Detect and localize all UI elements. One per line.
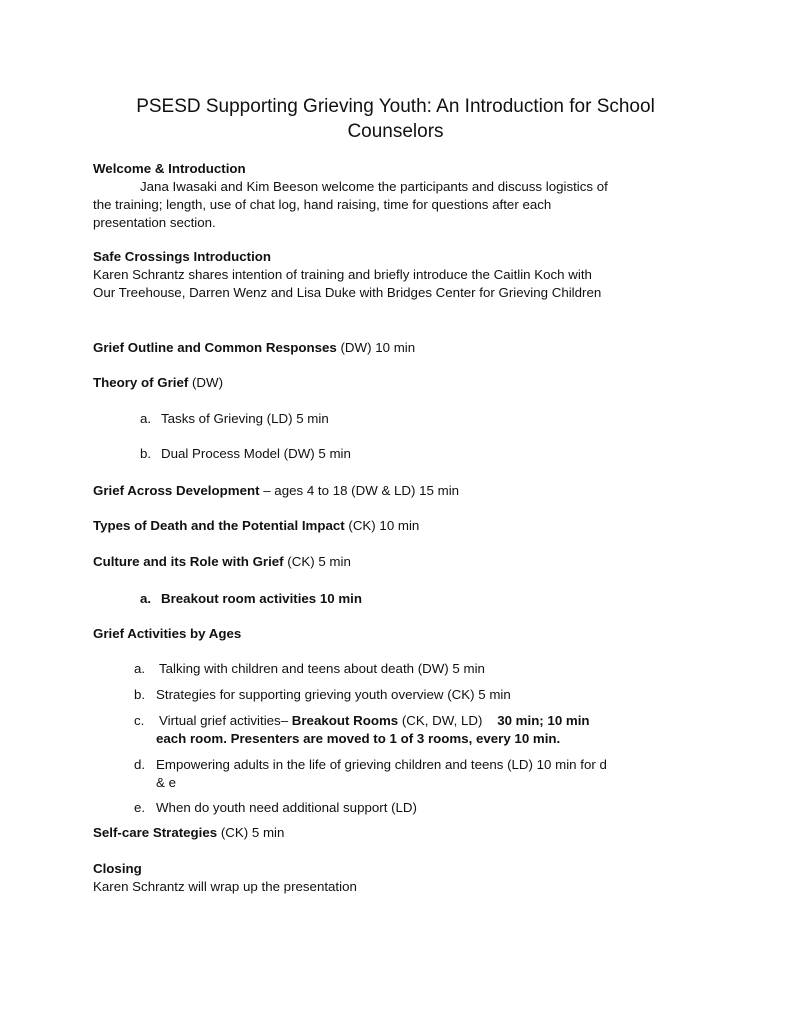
- culture-details: (CK) 5 min: [283, 554, 351, 569]
- culture-title: Culture and its Role with Grief: [93, 554, 284, 569]
- grief-outline-title: Grief Outline and Common Responses: [93, 340, 337, 355]
- activities-item-d-line-1: Empowering adults in the life of grieving children and teens (LD) 10 min for d: [156, 757, 607, 772]
- activities-item-d-line-2: & e: [156, 775, 176, 790]
- document-title: [80, 94, 711, 144]
- across-development-details: – ages 4 to 18 (DW & LD) 15 min: [259, 483, 460, 498]
- culture-item-a-text: Breakout room activities 10 min: [161, 591, 362, 606]
- self-care-details: (CK) 5 min: [217, 825, 285, 840]
- activities-item-e-text: When do youth need additional support (LD): [156, 800, 417, 815]
- theory-title: Theory of Grief: [93, 375, 189, 390]
- self-care-line: [93, 824, 284, 842]
- activities-item-c-line-2: each room. Presenters are moved to 1 of 3 rooms, every 10 min.: [156, 731, 561, 746]
- safe-crossings-heading: Safe Crossings Introduction: [93, 249, 272, 264]
- theory-details: (DW): [188, 375, 224, 390]
- welcome-heading: Welcome & Introduction: [93, 161, 246, 176]
- grief-outline-line: [93, 339, 415, 357]
- title-line-2: Counselors: [347, 121, 444, 142]
- across-development-line: [93, 482, 459, 500]
- culture-line: [93, 553, 351, 571]
- activities-item-a-label: a.: [134, 661, 146, 676]
- activities-item-b-label: b.: [134, 687, 146, 702]
- types-of-death-title: Types of Death and the Potential Impact: [93, 518, 345, 533]
- activities-item-c-presenters: (CK, DW, LD): [398, 713, 498, 728]
- activities-item-c-label: c.: [134, 713, 145, 728]
- closing-heading: Closing: [93, 861, 142, 876]
- activities-item-d-label: d.: [134, 757, 146, 772]
- theory-item-a-text: Tasks of Grieving (LD) 5 min: [161, 411, 329, 426]
- activities-item-c-breakout: Breakout Rooms: [291, 713, 399, 728]
- types-of-death-line: [93, 517, 419, 535]
- theory-item-a-label: a.: [140, 411, 152, 426]
- across-development-title: Grief Across Development: [93, 483, 260, 498]
- self-care-title: Self-care Strategies: [93, 825, 218, 840]
- activities-item-b-text: Strategies for supporting grieving youth overview (CK) 5 min: [156, 687, 511, 702]
- activities-item-c-pre: Virtual grief activities–: [159, 713, 292, 728]
- activities-item-c-duration: 30 min; 10 min: [497, 713, 590, 728]
- safe-crossings-text-line-1: Karen Schrantz shares intention of training and briefly introduce the Caitlin Koch with: [93, 267, 592, 282]
- activities-item-a-text: Talking with children and teens about death (DW) 5 min: [159, 661, 485, 676]
- title-line-1: PSESD Supporting Grieving Youth: An Introduction for School: [136, 96, 655, 117]
- closing-text: Karen Schrantz will wrap up the presentation: [93, 879, 357, 894]
- theory-line: [93, 374, 223, 392]
- grief-outline-details: (DW) 10 min: [336, 340, 416, 355]
- safe-crossings-text-line-2: Our Treehouse, Darren Wenz and Lisa Duke with Bridges Center for Grieving Children: [93, 285, 602, 300]
- theory-item-b-label: b.: [140, 446, 152, 461]
- activities-item-c-line-1: [159, 712, 590, 730]
- types-of-death-details: (CK) 10 min: [344, 518, 420, 533]
- activities-item-e-label: e.: [134, 800, 146, 815]
- culture-item-a-label: a.: [140, 591, 152, 606]
- welcome-text-line-1: Jana Iwasaki and Kim Beeson welcome the participants and discuss logistics of: [140, 179, 608, 194]
- theory-item-b-text: Dual Process Model (DW) 5 min: [161, 446, 351, 461]
- activities-heading: Grief Activities by Ages: [93, 626, 242, 641]
- welcome-text-line-2: the training; length, use of chat log, hand raising, time for questions after each: [93, 197, 552, 212]
- welcome-text-line-3: presentation section.: [93, 215, 216, 230]
